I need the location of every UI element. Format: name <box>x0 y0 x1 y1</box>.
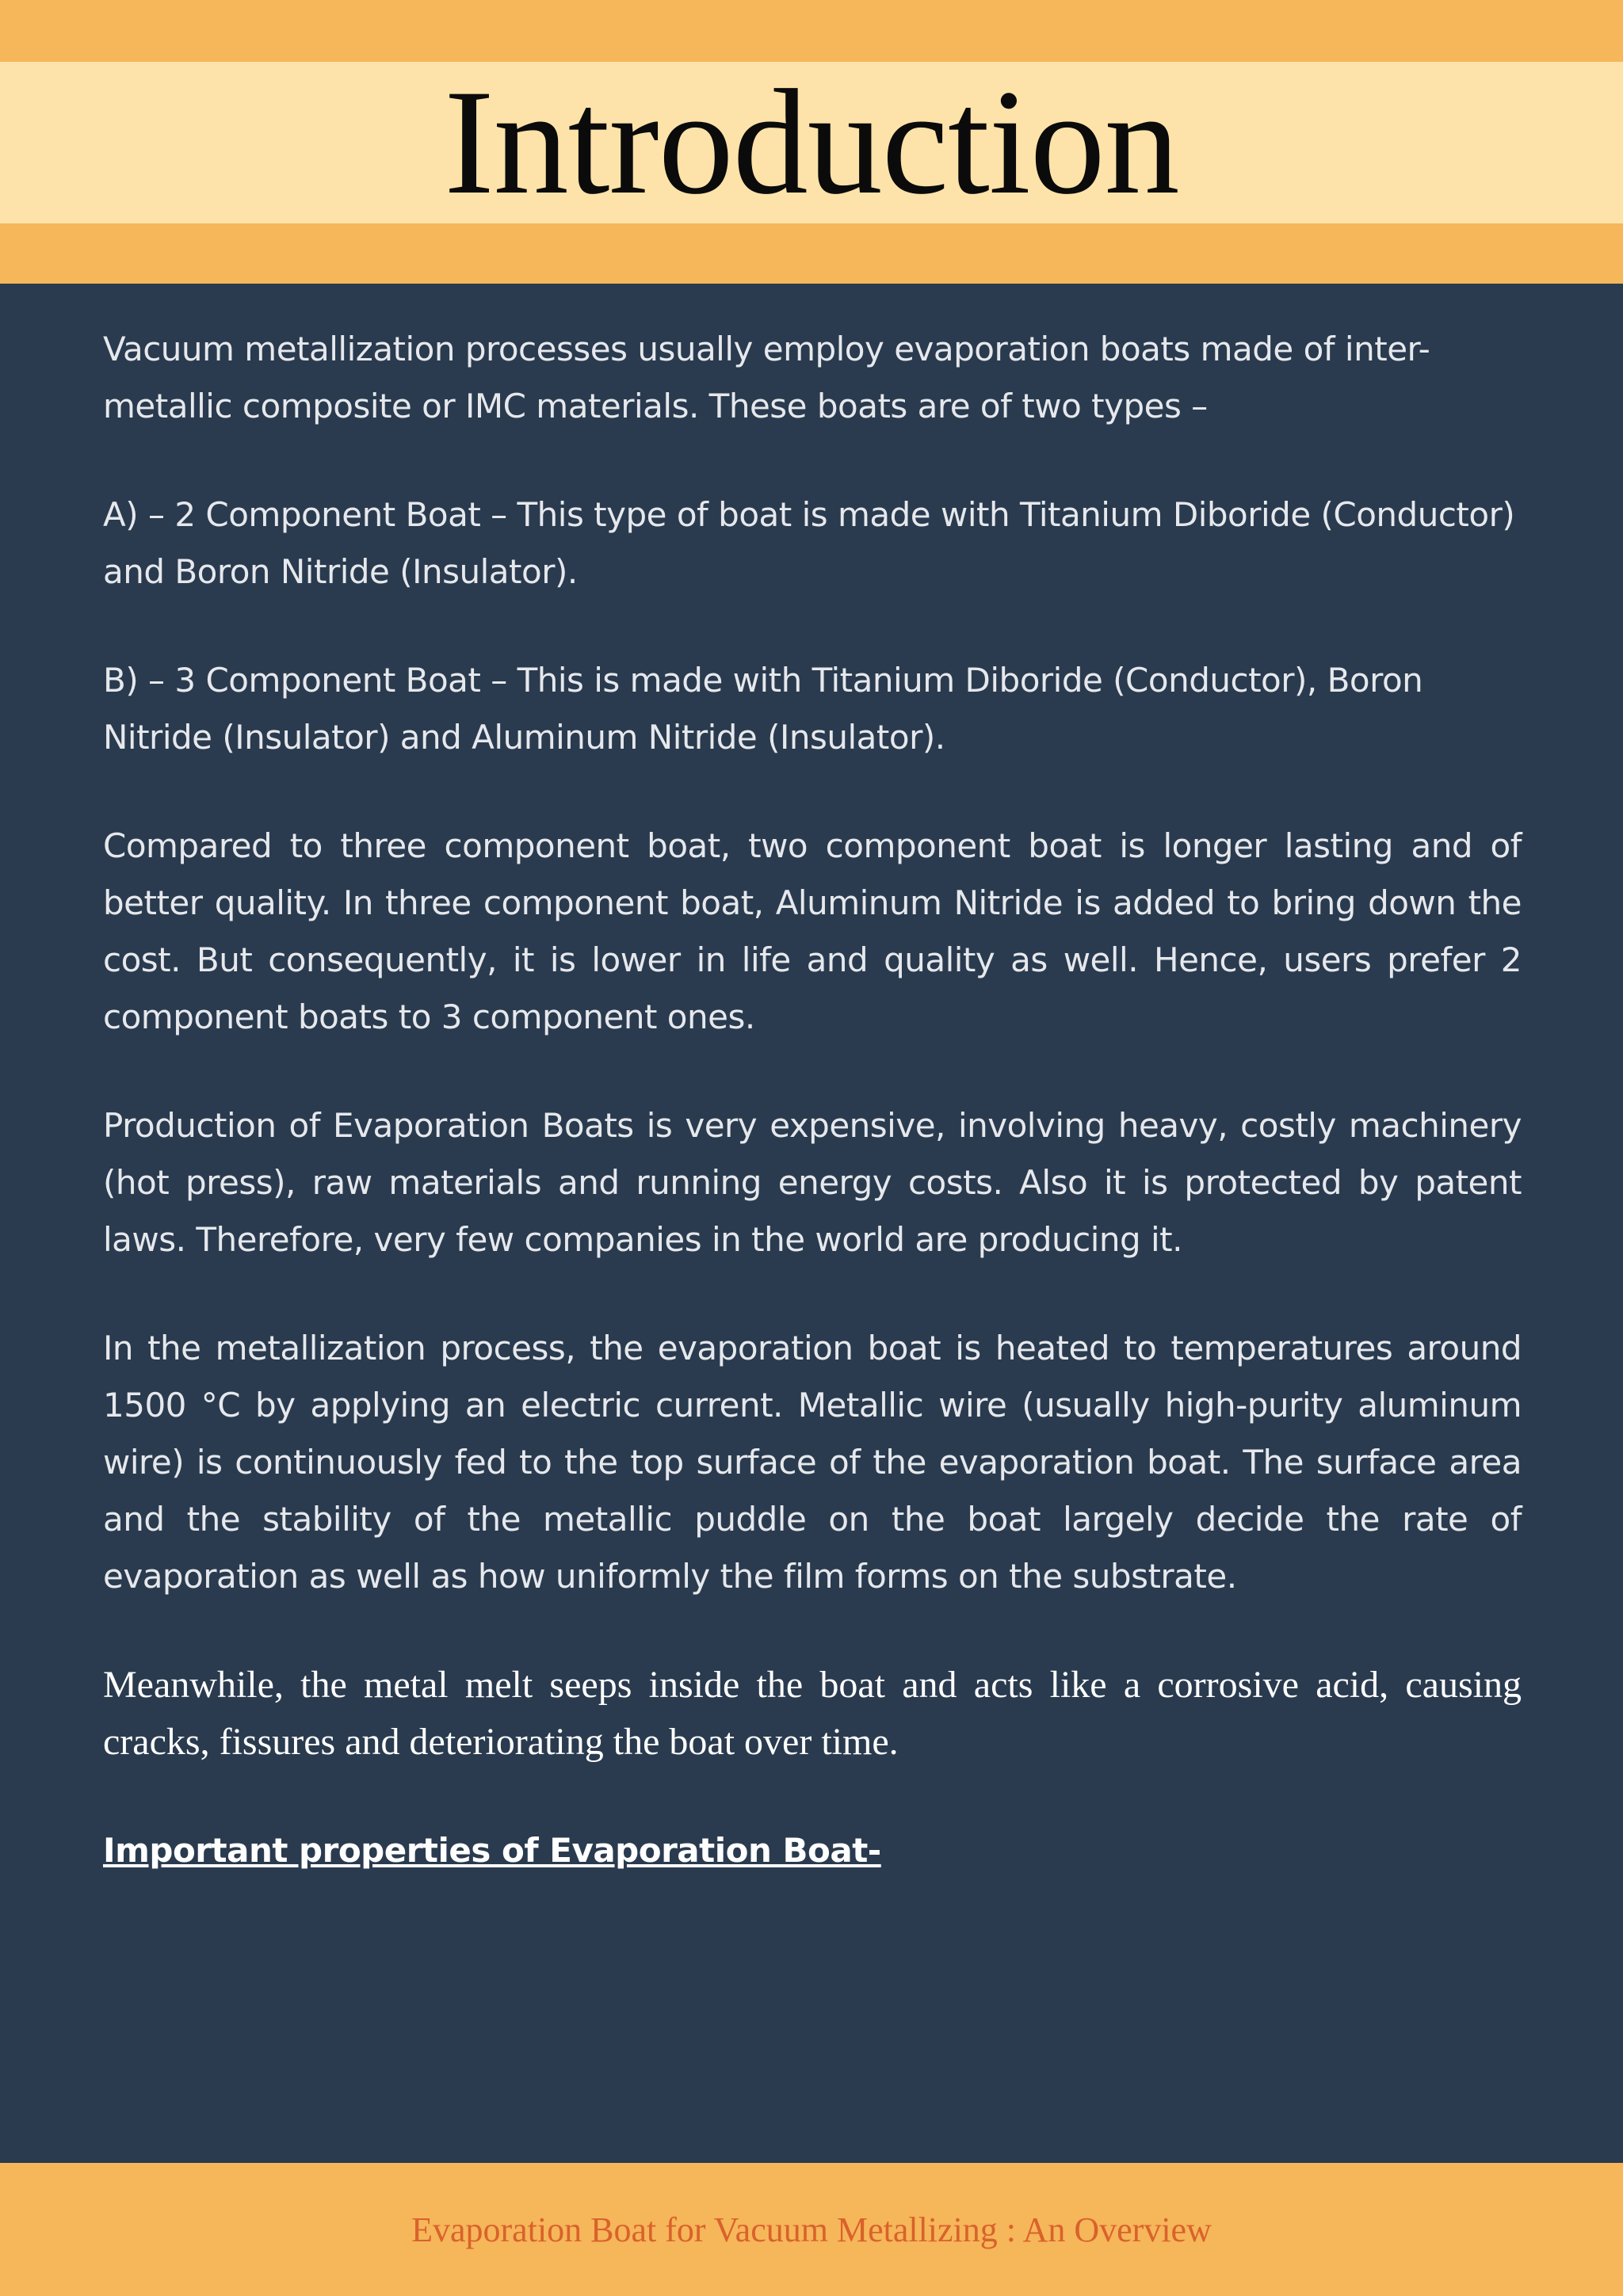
footer-title: Evaporation Boat for Vacuum Metallizing : An Overview <box>411 2210 1212 2249</box>
page-title: Introduction <box>444 59 1179 226</box>
paragraph-metallization-process: In the metallization process, the evaporation boat is heated to temperatures around 1500 °C by applying an electric current. Metallic wire (usually high-purity aluminum wire) is continuously fed to the top surface of the evaporation boat. The surface area and the stability of the metallic puddle on the boat largely decide the rate of evaporation as well as how uniformly the film forms on the substrate. <box>103 1329 1522 1596</box>
paragraph-two-component-boat: A) – 2 Component Boat – This type of boat is made with Titanium Diboride (Conductor) and Boron Nitride (Insulator). <box>103 495 1515 591</box>
section-heading-properties: Important properties of Evaporation Boat- <box>103 1831 881 1870</box>
paragraph-metal-melt: Meanwhile, the metal melt seeps inside the boat and acts like a corrosive acid, causing cracks, fissures and deteriorating the boat over time. <box>103 1664 1522 1763</box>
main-content <box>103 321 1522 1879</box>
paragraph-comparison: Compared to three component boat, two component boat is longer lasting and of better quality. In three component boat, Aluminum Nitride is added to bring down the cost. But consequently, it is lower in life and quality as well. Hence, users prefer 2 component boats to 3 component ones. <box>103 826 1522 1036</box>
paragraph-production: Production of Evaporation Boats is very expensive, involving heavy, costly machinery (hot press), raw materials and running energy costs. Also it is protected by patent laws. Therefore, very few companies in the world are producing it. <box>103 1106 1522 1259</box>
footer-band <box>0 2163 1623 2296</box>
title-strip <box>0 59 1623 226</box>
paragraph-intro: Vacuum metallization processes usually employ evaporation boats made of inter-metallic composite or IMC materials. These boats are of two types – <box>103 330 1430 425</box>
paragraph-three-component-boat: B) – 3 Component Boat – This is made with Titanium Diboride (Conductor), Boron Nitride (Insulator) and Aluminum Nitride (Insulator). <box>103 661 1423 757</box>
